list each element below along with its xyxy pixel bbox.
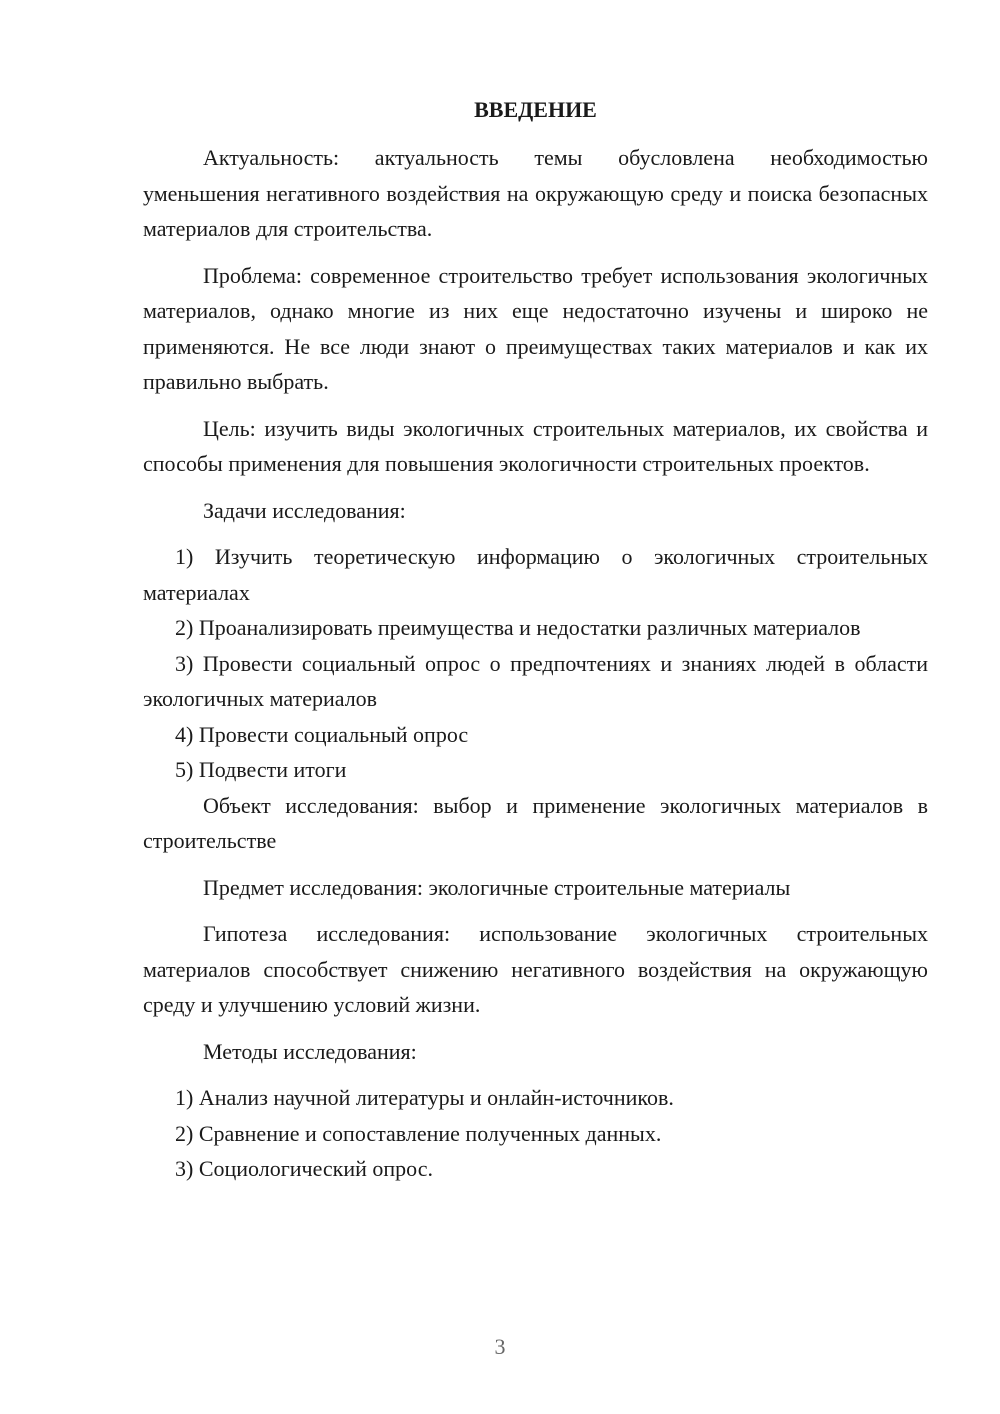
task-item-1: 1) Изучить теоретическую информацию о экологичных строительных материалах xyxy=(143,544,928,605)
method-item-1: 1) Анализ научной литературы и онлайн-источников. xyxy=(175,1085,674,1110)
object-paragraph: Объект исследования: выбор и применение экологичных материалов в строительстве xyxy=(143,792,928,853)
method-item-2: 2) Сравнение и сопоставление полученных данных. xyxy=(175,1120,662,1146)
goal-paragraph: Цель: изучить виды экологичных строительных материалов, их свойства и способы применения для повышения экологичности строительных проектов. xyxy=(143,415,928,476)
document-page xyxy=(143,92,928,1187)
relevance-paragraph: Актуальность: актуальность темы обусловлена необходимостью уменьшения негативного воздействия на окружающую среду и поиска безопасных материалов для строительства. xyxy=(143,145,928,241)
page-title: ВВЕДЕНИЕ xyxy=(474,97,597,122)
page-number: 3 xyxy=(494,1334,506,1359)
problem-paragraph: Проблема: современное строительство требует использования экологичных материалов, однако многие из них еще недостаточно изучены и широко не применяются. Не все люди знают о преимуществах таких материалов и как их правильно выбрать. xyxy=(143,262,928,394)
tasks-heading: Задачи исследования: xyxy=(203,497,406,523)
task-item-3: 3) Провести социальный опрос о предпочтениях и знаниях людей в области экологичных материалов xyxy=(143,650,928,711)
method-item-3: 3) Социологический опрос. xyxy=(175,1156,433,1181)
task-item-2: 2) Проанализировать преимущества и недостатки различных материалов xyxy=(175,615,861,640)
task-item-4: 4) Провести социальный опрос xyxy=(175,721,469,747)
methods-heading: Методы исследования: xyxy=(203,1038,417,1064)
hypothesis-paragraph: Гипотеза исследования: использование экологичных строительных материалов способствует снижению негативного воздействия на окружающую среду и улучшению условий жизни. xyxy=(143,921,928,1017)
task-item-5: 5) Подвести итоги xyxy=(175,757,347,782)
subject-paragraph: Предмет исследования: экологичные строительные материалы xyxy=(203,874,791,900)
